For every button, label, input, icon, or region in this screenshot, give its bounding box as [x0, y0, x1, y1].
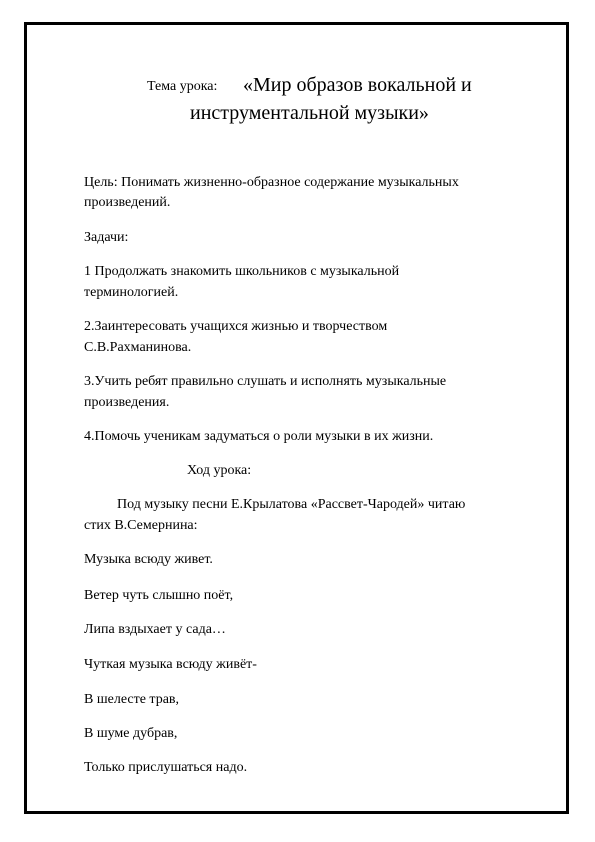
poem-line: Липа вздыхает у сада… — [84, 622, 226, 637]
tasks-heading: Задачи: — [84, 230, 129, 245]
goal-line-2: произведений. — [84, 195, 171, 210]
task-3-line-2: произведения. — [84, 395, 170, 410]
task-2-line-1: 2.Заинтересовать учащихся жизнью и творчеством — [84, 319, 388, 334]
intro-line-2: стих В.Семернина: — [84, 518, 198, 533]
lesson-heading: Ход урока: — [187, 463, 252, 478]
task-4-line-1: 4.Помочь ученикам задуматься о роли музыки в их жизни. — [84, 429, 434, 444]
poem-line: В шуме дубрав, — [84, 726, 178, 741]
goal-line-1: Цель: Понимать жизненно-образное содержание музыкальных — [84, 175, 459, 190]
poem-line: Музыка всюду живет. — [84, 552, 213, 567]
poem-line: Ветер чуть слышно поёт, — [84, 588, 234, 603]
poem-line: В шелесте трав, — [84, 692, 180, 707]
task-1-line-1: 1 Продолжать знакомить школьников с музыкальной — [84, 264, 400, 279]
task-1-line-2: терминологией. — [84, 285, 179, 300]
poem-line: Чуткая музыка всюду живёт- — [84, 657, 257, 672]
task-3-line-1: 3.Учить ребят правильно слушать и исполнять музыкальные — [84, 374, 447, 389]
intro-line-1: Под музыку песни Е.Крылатова «Рассвет-Чародей» читаю — [117, 497, 466, 512]
poem-line: Только прислушаться надо. — [84, 760, 248, 775]
title-line-1: «Мир образов вокальной и — [243, 74, 472, 96]
title-line-2: инструментальной музыки» — [190, 102, 429, 124]
task-2-line-2: С.В.Рахманинова. — [84, 340, 192, 355]
title-prefix: Тема урока: — [147, 79, 218, 94]
